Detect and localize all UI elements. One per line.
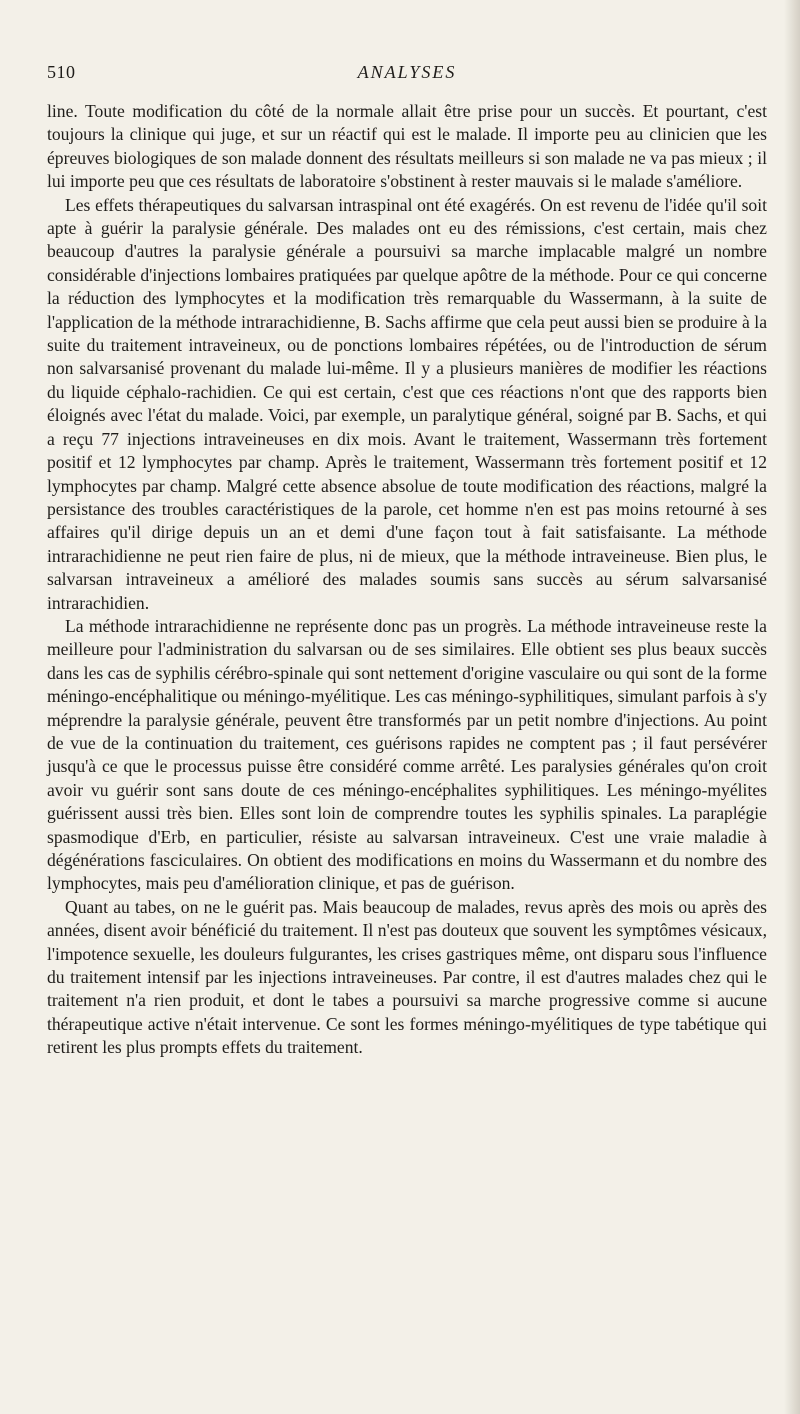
page-edge-shadow: [784, 0, 800, 1414]
paragraph-1: line. Toute modification du côté de la normale allait être prise pour un succès. Et pourtant, c'est toujours la clinique qui juge, et sur un réactif qui est le malade. Il importe peu au clinicien que les épreuves biologiques de son malade donnent des résultats meilleurs si son malade ne va pas mieux ; il lui importe peu que ces résultats de laboratoire s'obstinent à rester mauvais si le malade s'améliore.: [47, 101, 767, 192]
page: [47, 62, 767, 1060]
paragraph-4: Quant au tabes, on ne le guérit pas. Mais beaucoup de malades, revus après des mois ou après des années, disent avoir bénéficié du traitement. Il n'est pas douteux que souvent les symptômes vésicaux, l'impotence sexuelle, les douleurs fulgurantes, les crises gastriques même, ont disparu sous l'influence du traitement intensif par les injections intraveineuses. Par contre, il est d'autres malades chez qui le traitement n'a rien produit, et dont le tabes a poursuivi sa marche progressive comme si aucune thérapeutique active n'était intervenue. Ce sont les formes méningo-myélitiques de type tabétique qui retirent les plus prompts effets du traitement.: [47, 896, 767, 1058]
page-header: [47, 62, 767, 86]
paragraph-3: La méthode intrarachidienne ne représente donc pas un progrès. La méthode intraveineuse reste la meilleure pour l'administration du salvarsan ou de ses similaires. Elle obtient ses plus beaux succès dans les cas de syphilis cérébro-spinale qui sont nettement d'origine vasculaire ou qui sont de la forme méningo-encéphalitique ou méningo-myélitique. Les cas méningo-syphilitiques, simulant parfois à s'y méprendre la paralysie générale, peuvent être transformés par un petit nombre d'injections. Au point de vue de la continuation du traitement, ces guérisons rapides ne comptent pas ; il faut persévérer jusqu'à ce que le processus puisse être considéré comme arrêté. Les paralysies générales qu'on croit avoir vu guérir sont sans doute de ces méningo-encéphalites syphilitiques. Les méningo-myélites guérissent aussi très bien. Elles sont loin de comprendre toutes les syphilis spinales. La paraplégie spasmodique d'Erb, en particulier, résiste au salvarsan intraveineux. C'est une vraie maladie à dégénérations fasciculaires. On obtient des modifications en moins du Wassermann et du nombre des lymphocytes, mais peu d'amélioration clinique, et pas de guérison.: [47, 615, 767, 894]
page-number: 510: [47, 62, 76, 82]
running-title: ANALYSES: [357, 62, 457, 82]
paragraph-2: Les effets thérapeutiques du salvarsan intraspinal ont été exagérés. On est revenu de l'idée qu'il soit apte à guérir la paralysie générale. Des malades ont eu des rémissions, c'est certain, mais chez beaucoup d'autres la paralysie générale a poursuivi sa marche implacable malgré un nombre considérable d'injections lombaires pratiquées par quelque apôtre de la méthode. Pour ce qui concerne la réduction des lymphocytes et la modification très remarquable du Wassermann, à la suite de l'application de la méthode intrarachidienne, B. Sachs affirme que cela peut aussi bien se produire à la suite du traitement intraveineux, ou de ponctions lombaires répétées, ou de l'introduction de sérum non salvarsanisé provenant du malade lui-même. Il y a plusieurs manières de modifier les réactions du liquide céphalo-rachidien. Ce qui est certain, c'est que ces réactions n'ont que des rapports bien éloignés avec l'état du malade. Voici, par exemple, un paralytique général, soigné par B. Sachs, et qui a reçu 77 injections intraveineuses en dix mois. Avant le traitement, Wassermann très fortement positif et 12 lymphocytes par champ. Après le traitement, Wassermann très fortement positif et 12 lymphocytes par champ. Malgré cette absence absolue de toute modification des réactions, malgré la persistance des troubles caractéristiques de la parole, cet homme n'en est pas moins retourné à ses affaires qu'il dirige depuis un an et demi d'une façon tout à fait satisfaisante. La méthode intrarachidienne ne peut rien faire de plus, ni de mieux, que la méthode intraveineuse. Bien plus, le salvarsan intraveineux a amélioré des malades soumis sans succès au sérum salvarsanisé intrarachidien.: [47, 194, 767, 613]
body-text: [47, 100, 767, 1060]
